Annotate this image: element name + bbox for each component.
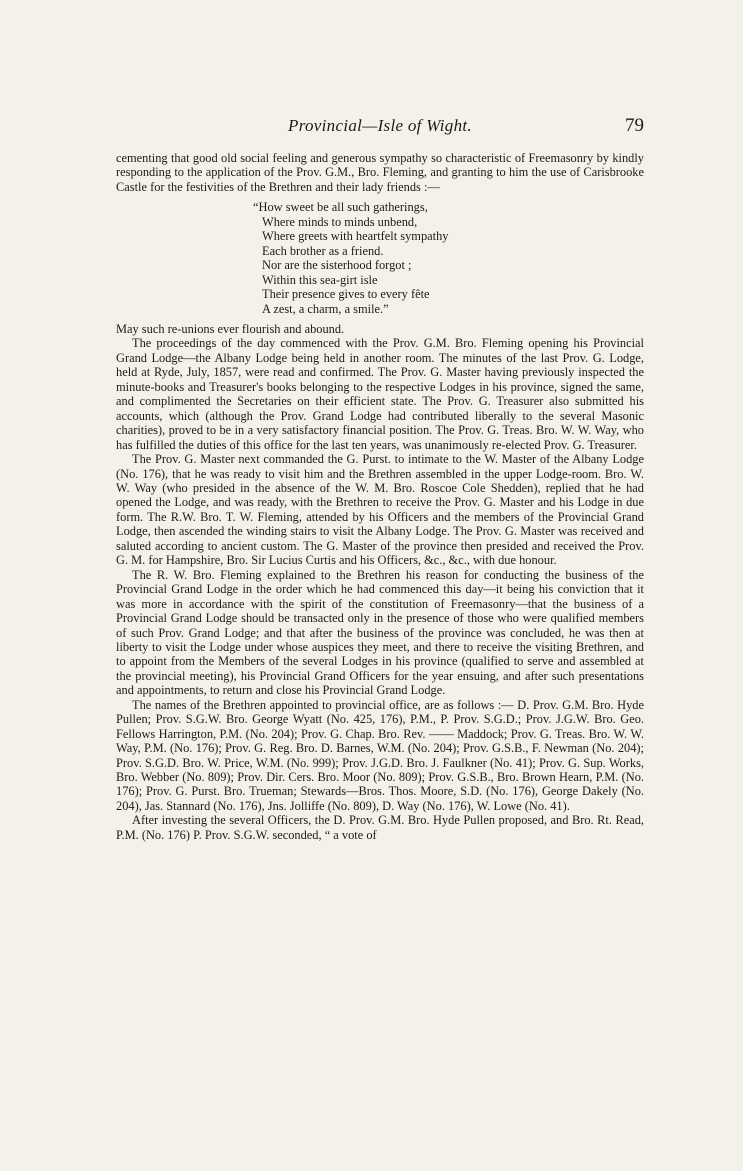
paragraph: The proceedings of the day commenced with the Prov. G.M. Bro. Fleming opening his Provincial Grand Lodge—the Albany Lodge being held in another room. The minutes of the last Prov. G. Lodge, held at Ryde, July, 1857, were read and confirmed. The Prov. G. Master having previously inspected the minute-books and Treasurer's books belonging to the respective Lodges in his province, signed the same, and complimented the Secretaries on their efficient state. The Prov. G. Treasurer also submitted his accounts, which (although the Prov. Grand Lodge had contributed liberally to the several Masonic charities), proved to be in a very satisfactory financial position. The Prov. G. Treas. Bro. W. W. Way, who has fulfilled the duties of this office for the last ten years, was unanimously re-elected Prov. G. Treasurer.: [116, 336, 644, 452]
verse-line: “How sweet be all such gatherings,: [253, 200, 428, 215]
verse-line: Each brother as a friend.: [262, 243, 384, 258]
verse-line: Within this sea-girt isle: [262, 272, 378, 287]
paragraph: The R. W. Bro. Fleming explained to the Brethren his reason for conducting the business of the Provincial Grand Lodge in the order which he had commenced this day—it being his conviction that it was more in accordance with the spirit of the constitution of Freemasonry—that the business of a Provincial Grand Lodge should be transacted only in the presence of those who were qualified members of such Prov. Grand Lodge; and that after the business of the province was concluded, he was then at liberty to visit the Lodge under whose auspices they meet, and there to receive the visiting Brethren, and to appoint from the Members of the several Lodges in his province (qualified to serve and assembled at the provincial meeting), his Provincial Grand Officers for the year ensuing, and after such presentations and appointments, to return and close his Provincial Grand Lodge.: [116, 567, 644, 698]
paragraph: The names of the Brethren appointed to provincial office, are as follows :— D. Prov. G.M. Bro. Hyde Pullen; Prov. S.G.W. Bro. George Wyatt (No. 425, 176), P.M., P. Prov. S.G.D.; Prov. J.G.W. Bro. Geo. Fellows Harrington, P.M. (No. 204); Prov. G. Chap. Bro. Rev. —— Maddock; Prov. G. Treas. Bro. W. W. Way, P.M. (No. 176); Prov. G. Reg. Bro. D. Barnes, W.M. (No. 204); Prov. G.S.B., F. Newman (No. 204); Prov. S.G.D. Bro. W. Price, W.M. (No. 999); Prov. J.G.D. Bro. J. Faulkner (No. 41); Prov. G. Sup. Works, Bro. Webber (No. 809); Prov. Dir. Cers. Bro. Moor (No. 809); Prov. G.S.B., Bro. Brown Hearn, P.M. (No. 176); Prov. G. Purst. Bro. Trueman; Stewards—Bros. Thos. Moore, S.D. (No. 176), George Dakely (No. 204), Jas. Stannard (No. 176), Jns. Jolliffe (No. 809), D. Way (No. 176), W. Lowe (No. 41).: [116, 697, 644, 813]
article-body: [116, 151, 644, 842]
paragraph: After investing the several Officers, the D. Prov. G.M. Bro. Hyde Pullen proposed, and Bro. Rt. Read, P.M. (No. 176) P. Prov. S.G.W. seconded, “ a vote of: [116, 813, 644, 842]
verse-line: A zest, a charm, a smile.”: [262, 301, 389, 316]
verse-line: Where greets with heartfelt sympathy: [262, 229, 449, 244]
paragraph: May such re-unions ever flourish and abound.: [116, 321, 345, 336]
verse-line: Where minds to minds unbend,: [262, 214, 418, 229]
paragraph: cementing that good old social feeling and generous sympathy so characteristic of Freemasonry by kindly responding to the application of the Prov. G.M., Bro. Fleming, and granting to him the use of Carisbrooke Castle for the festivities of the Brethren and their lady friends :—: [116, 151, 644, 194]
running-title: Provincial—Isle of Wight.: [288, 116, 472, 135]
page-header: [116, 116, 644, 140]
verse-line: Their presence gives to every fête: [262, 287, 430, 302]
verse-line: Nor are the sisterhood forgot ;: [262, 258, 412, 273]
page-number: 79: [625, 115, 644, 136]
verse-block: [253, 200, 644, 316]
paragraph: The Prov. G. Master next commanded the G. Purst. to intimate to the W. Master of the Albany Lodge (No. 176), that he was ready to visit him and the Brethren assembled in the upper Lodge-room. Bro. W. W. Way (who presided in the absence of the W. M. Bro. Roscoe Cole Shedden), replied that he had opened the Lodge, and was ready, with the Brethren to receive the Prov. G. Master and his Lodge in due form. The R.W. Bro. T. W. Fleming, attended by his Officers and the members of the Provincial Grand Lodge, then ascended the winding stairs to visit the Albany Lodge. The Prov. G. Master was received and saluted according to ancient custom. The G. Master of the province then presided and received the Prov. G. M. for Hampshire, Bro. Sir Lucius Curtis and his Officers, &c., &c., with due honour.: [116, 452, 644, 568]
